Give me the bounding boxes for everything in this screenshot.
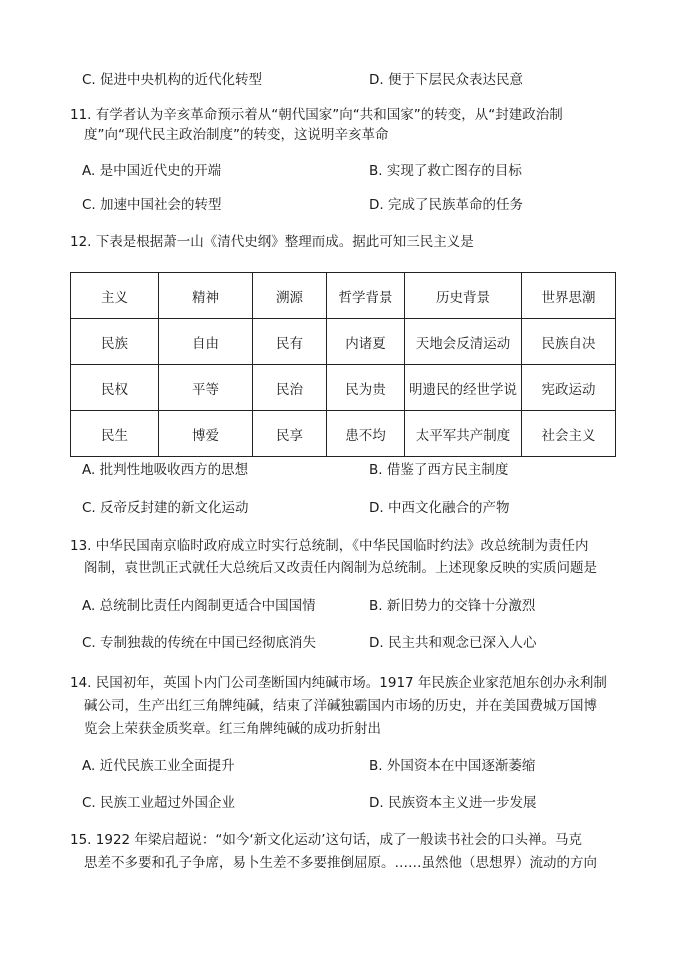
- table-header-row: [71, 273, 616, 319]
- q14-option-d: D. 民族资本主义进一步发展: [369, 795, 537, 811]
- q11-option-d: D. 完成了民族革命的任务: [369, 197, 523, 213]
- table-cell: 内诸夏: [327, 319, 405, 365]
- q11-option-c: C. 加速中国社会的转型: [82, 197, 222, 213]
- table-row: [71, 319, 616, 365]
- table-cell: 天地会反清运动: [405, 319, 522, 365]
- table-cell: 民有: [253, 319, 327, 365]
- q10-option-d: D. 便于下层民众表达民意: [369, 72, 523, 88]
- table-cell: 民权: [71, 365, 159, 411]
- q11-option-a: A. 是中国近代史的开端: [82, 163, 222, 179]
- q12-stem-line1: 12. 下表是根据萧一山《清代史纲》整理而成。据此可知三民主义是: [70, 234, 474, 250]
- q11-stem-line1: 11. 有学者认为辛亥革命预示着从“朝代国家”向“共和国家”的转变，从“封建政治制: [70, 107, 563, 123]
- q13-stem-line1: 13. 中华民国南京临时政府成立时实行总统制，《中华民国临时约法》改总统制为责任内: [70, 538, 589, 554]
- q14-option-c: C. 民族工业超过外国企业: [82, 795, 236, 811]
- q13-option-a: A. 总统制比责任内阁制更适合中国国情: [82, 598, 316, 614]
- table-cell: 民族自决: [522, 319, 616, 365]
- q15-stem-line2: 思差不多要和孔子争席，易卜生差不多要推倒屈原。……虽然他（思想界）流动的方向: [84, 855, 597, 871]
- q12-option-c: C. 反帝反封建的新文化运动: [82, 500, 249, 516]
- q14-option-b: B. 外国资本在中国逐渐萎缩: [369, 758, 536, 774]
- table-header-cell: 主义: [71, 273, 159, 319]
- table-cell: 民族: [71, 319, 159, 365]
- q14-option-a: A. 近代民族工业全面提升: [82, 758, 235, 774]
- table-cell: 民为贵: [327, 365, 405, 411]
- table-header-cell: 世界思潮: [522, 273, 616, 319]
- q13-option-b: B. 新旧势力的交锋十分激烈: [369, 598, 536, 614]
- q13-option-d: D. 民主共和观念已深入人心: [369, 635, 537, 651]
- q10-option-c: C. 促进中央机构的近代化转型: [82, 72, 263, 88]
- q13-option-c: C. 专制独裁的传统在中国已经彻底消失: [82, 635, 317, 651]
- table-cell: 博爱: [159, 411, 253, 457]
- table-cell: 平等: [159, 365, 253, 411]
- table-row: [71, 411, 616, 457]
- table-cell: 民享: [253, 411, 327, 457]
- table-cell: 太平军共产制度: [405, 411, 522, 457]
- q12-option-b: B. 借鉴了西方民主制度: [369, 462, 509, 478]
- table-cell: 社会主义: [522, 411, 616, 457]
- table-cell: 患不均: [327, 411, 405, 457]
- sanmin-table: [70, 272, 616, 457]
- q13-stem-line2: 阁制，袁世凯正式就任大总统后又改责任内阁制为总统制。上述现象反映的实质问题是: [84, 560, 597, 576]
- q12-option-a: A. 批判性地吸收西方的思想: [82, 462, 249, 478]
- q15-stem-line1: 15. 1922 年梁启超说：“如今‘新文化运动’这句话，成了一般读书社会的口头禅。马克: [70, 832, 582, 848]
- table-row: [71, 365, 616, 411]
- q14-stem-line3: 览会上荣获金质奖章。红三角牌纯碱的成功折射出: [84, 721, 381, 737]
- table-header-cell: 历史背景: [405, 273, 522, 319]
- table-cell: 自由: [159, 319, 253, 365]
- q11-option-b: B. 实现了救亡图存的目标: [369, 163, 522, 179]
- table-cell: 民治: [253, 365, 327, 411]
- table-header-cell: 溯源: [253, 273, 327, 319]
- q11-stem-line2: 度”向“现代民主政治制度”的转变，这说明辛亥革命: [84, 127, 389, 143]
- table-cell: 宪政运动: [522, 365, 616, 411]
- table-cell: 民生: [71, 411, 159, 457]
- q14-stem-line1: 14. 民国初年，英国卜内门公司垄断国内纯碱市场。1917 年民族企业家范旭东创办永利制: [70, 675, 607, 691]
- table-cell: 明遗民的经世学说: [405, 365, 522, 411]
- table-header-cell: 哲学背景: [327, 273, 405, 319]
- q12-option-d: D. 中西文化融合的产物: [369, 500, 510, 516]
- table-header-cell: 精神: [159, 273, 253, 319]
- q14-stem-line2: 碱公司，生产出红三角牌纯碱，结束了洋碱独霸国内市场的历史，并在美国费城万国博: [84, 698, 597, 714]
